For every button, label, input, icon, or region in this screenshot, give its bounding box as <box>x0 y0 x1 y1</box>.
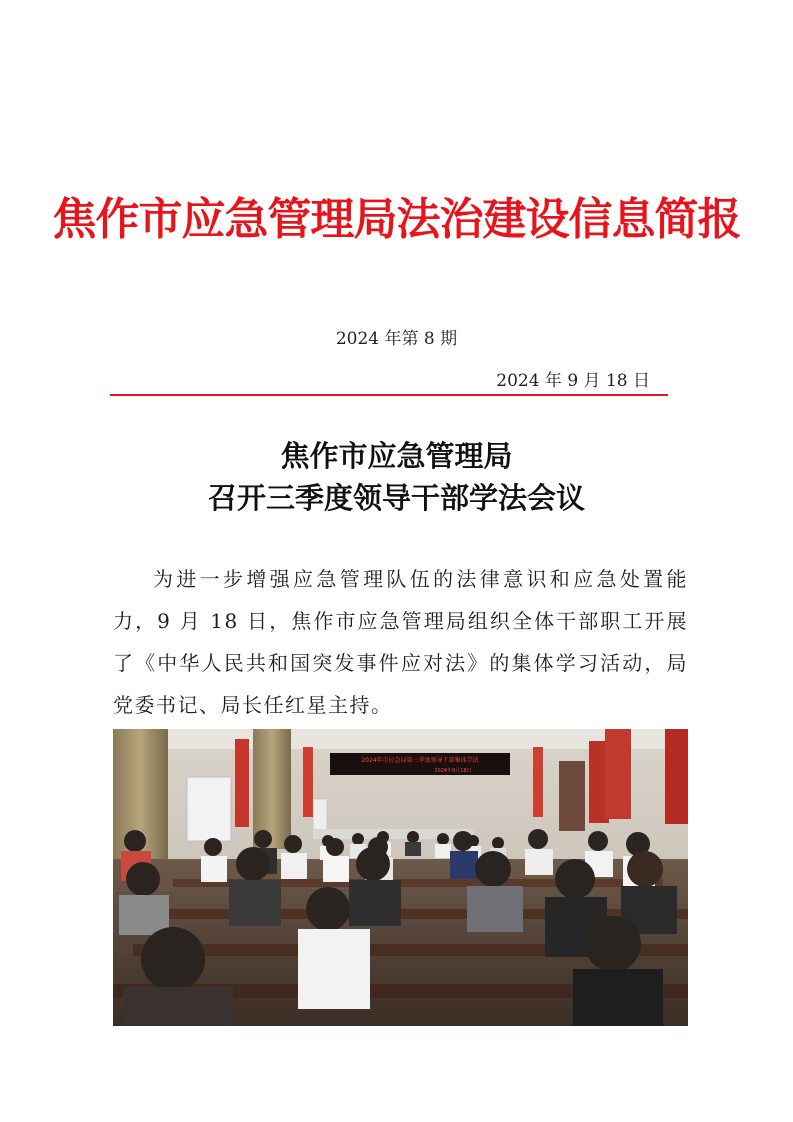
red-divider <box>110 394 668 396</box>
led-banner-line-1: 2024年市应急局第三季度领导干部集体学法 <box>361 757 479 764</box>
issue-number: 2024 年第 8 期 <box>335 329 458 349</box>
publication-date: 2024 年 9 月 18 日 <box>496 371 650 391</box>
meeting-photo <box>113 729 688 1026</box>
headline-line-2: 召开三季度领导干部学法会议 <box>207 481 585 515</box>
led-banner-line-2: 2024年9月18日 <box>434 768 472 774</box>
masthead-title: 焦作市应急管理局法治建设信息简报 <box>52 194 741 245</box>
right-wall-panel <box>665 729 688 824</box>
headline-line-1: 焦作市应急管理局 <box>280 439 513 473</box>
article-headline <box>0 435 793 519</box>
article-paragraph: 为进一步增强应急管理队伍的法律意识和应急处置能力，9 月 18 日，焦作市应急管理局组织全体干部职工开展了《中华人民共和国突发事件应对法》的集体学习活动，局党委书记、局长任红星主持。 <box>113 567 688 717</box>
door <box>559 761 585 831</box>
left-wall-panel <box>235 739 249 827</box>
air-conditioner <box>187 777 231 841</box>
